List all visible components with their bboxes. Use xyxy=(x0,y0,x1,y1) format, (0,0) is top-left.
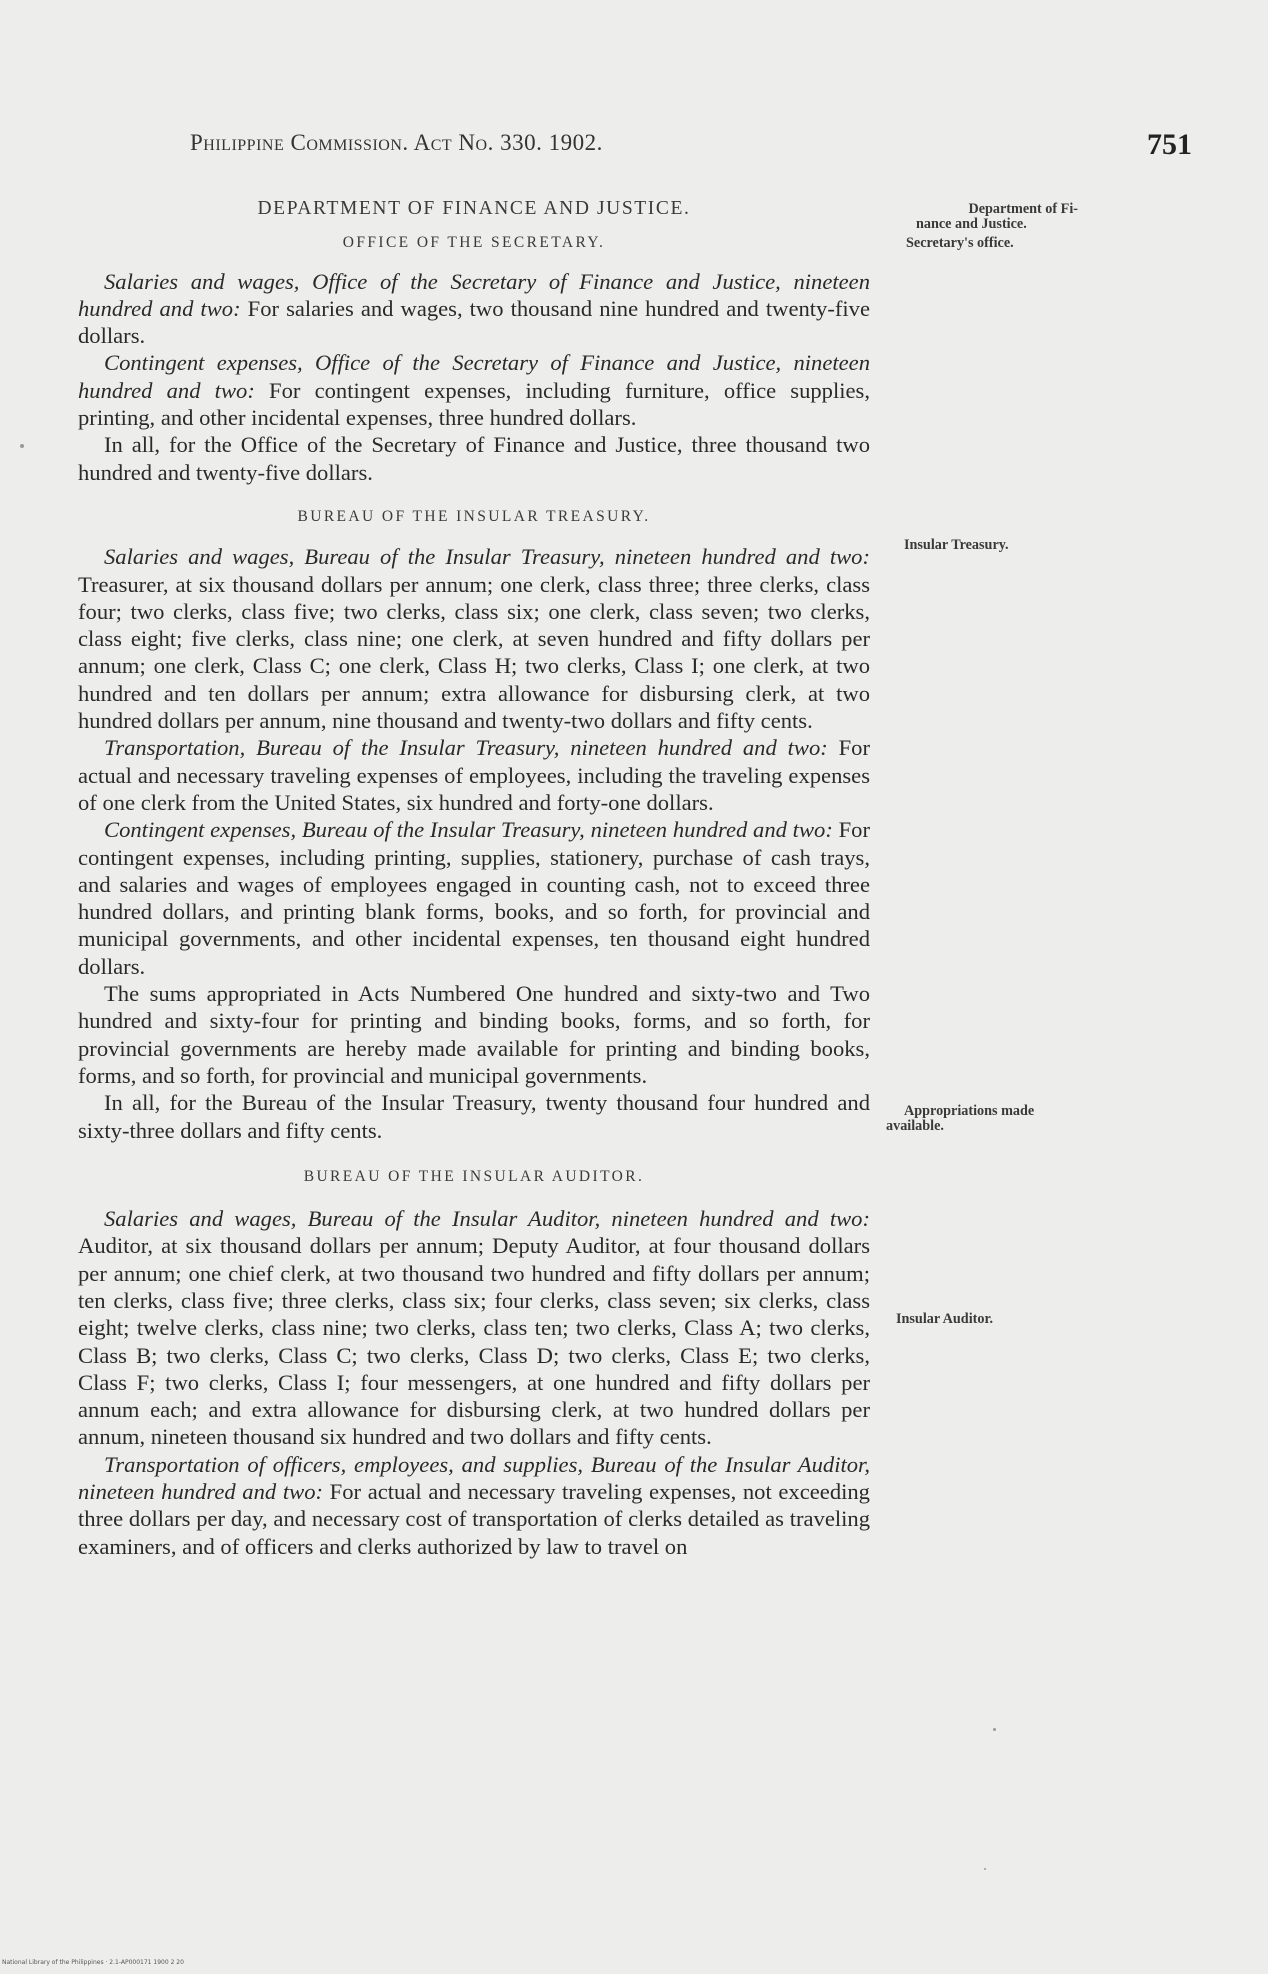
margin-note-department xyxy=(906,202,1086,251)
treasury-heading: BUREAU OF THE INSULAR TREASURY. xyxy=(297,507,651,525)
paper-speck xyxy=(993,1728,996,1731)
secretary-contingent-text: For contingent expenses, including furniture, office supplies, printing, and other incidental expenses, three hundred dollars. xyxy=(78,377,870,431)
auditor-salaries-text: Auditor, at six thousand dollars per annum; Deputy Auditor, at four thousand dollars per annum; one chief clerk, at two thousand two hundred and fifty dollars per annum; ten clerks, class five; three clerks, class six; four clerks, class seven; six clerks, class eight; twelve clerks, class nine; two clerks, class ten; two clerks, Class A; two clerks, Class B; two clerks, Class C; two clerks, Class D; two clerks, Class E; two clerks, Class F; two clerks, Class I; four messengers, at one hundred and fifty dollars per annum each; and extra allowance for disbursing clerk, at two hundred dollars per annum, nineteen thousand six hundred and two dollars and fifty cents. xyxy=(78,1233,870,1450)
body-column xyxy=(78,195,870,1560)
paper-speck xyxy=(20,444,24,448)
auditor-transportation-caption: Transportation of officers, employees, and supplies, Bureau of the Insular Auditor, nineteen hundred and two: xyxy=(78,1451,870,1505)
treasury-appropriations-paragraph: The sums appropriated in Acts Numbered One hundred and sixty-two and Two hundred and sixty-four for printing and binding books, forms, and so forth, for provincial governments are hereby made available for printing and binding books, forms, and so forth, for provincial and municipal governments. xyxy=(78,981,870,1088)
treasury-salaries-paragraph xyxy=(78,543,870,734)
auditor-transportation-paragraph xyxy=(78,1451,870,1560)
page-number: 751 xyxy=(1147,128,1192,161)
margin-note-appropriations-line1: Appropriations made xyxy=(904,1103,1035,1119)
scan-footer: National Library of the Philippines · 2.1-AP000171 1900 2 20 xyxy=(2,1959,184,1966)
secretary-salaries-caption: Salaries and wages, Office of the Secretary of Finance and Justice, nineteen hundred and two: xyxy=(78,268,870,321)
margin-note-treasury: Insular Treasury. xyxy=(904,537,1009,553)
office-secretary-heading: OFFICE OF THE SECRETARY. xyxy=(342,234,606,252)
treasury-transportation-text: For actual and necessary traveling expenses of employees, including the traveling expenses of one clerk from the United States, six hundred and forty-one dollars. xyxy=(78,735,870,815)
auditor-transportation-text: For actual and necessary traveling expenses, not exceeding three dollars per day, and necessary cost of transportation of clerks detailed as traveling examiners, and of officers and clerks authorized by law to travel on xyxy=(78,1479,870,1559)
treasury-contingent-paragraph xyxy=(78,816,870,980)
secretary-salaries-text: For salaries and wages, two thousand nine hundred and twenty-five dollars. xyxy=(78,295,871,349)
treasury-contingent-caption: Contingent expenses, Bureau of the Insular Treasury, nineteen hundred and two: xyxy=(104,817,833,843)
department-heading: DEPARTMENT OF FINANCE AND JUSTICE. xyxy=(257,198,691,219)
running-head: Philippine Commission. Act No. 330. 1902. xyxy=(190,130,603,155)
secretary-salaries-paragraph xyxy=(78,268,870,350)
secretary-contingent-paragraph xyxy=(78,349,870,431)
margin-note-department-line3: Secretary's office. xyxy=(906,235,1014,251)
treasury-total-paragraph: In all, for the Bureau of the Insular Treasury, twenty thousand four hundred and sixty-three dollars and fifty cents. xyxy=(78,1090,870,1143)
margin-note-appropriations-line2: available. xyxy=(886,1118,944,1134)
treasury-transportation-caption: Transportation, Bureau of the Insular Treasury, nineteen hundred and two: xyxy=(104,735,828,761)
auditor-salaries-paragraph xyxy=(78,1205,870,1451)
margin-note-department-line2: nance and Justice. xyxy=(916,216,1027,232)
secretary-contingent-caption: Contingent expenses, Office of the Secretary of Finance and Justice, nineteen hundred and two: xyxy=(78,350,870,403)
treasury-salaries-text: Treasurer, at six thousand dollars per annum; one clerk, class three; three clerks, class four; two clerks, class five; two clerks, class six; one clerk, class seven; two clerks, class eight; five clerks, class nine; one clerk, at seven hundred and fifty dollars per annum; one clerk, Class C; one clerk, Class H; two clerks, Class I; one clerk, at two hundred and ten dollars per annum; extra allowance for disbursing clerk, at two hundred dollars per annum, nine thousand and twenty-two dollars and fifty cents. xyxy=(78,571,870,734)
margin-note-department-line1: Department of Fi- xyxy=(968,201,1078,217)
treasury-salaries-caption: Salaries and wages, Bureau of the Insular Treasury, nineteen hundred and two: xyxy=(104,544,870,570)
auditor-heading: BUREAU OF THE INSULAR AUDITOR. xyxy=(303,1167,645,1185)
treasury-transportation-paragraph xyxy=(78,734,870,816)
treasury-contingent-text: For contingent expenses, including printing, supplies, stationery, purchase of cash trays, and salaries and wages of employees engaged in counting cash, not to exceed three hundred dollars, and printing blank forms, books, and so forth, for provincial and municipal governments, and other incidental expenses, ten thousand eight hundred dollars. xyxy=(78,817,870,979)
secretary-total-paragraph: In all, for the Office of the Secretary of Finance and Justice, three thousand two hundred and twenty-five dollars. xyxy=(78,432,870,485)
auditor-salaries-caption: Salaries and wages, Bureau of the Insular Auditor, nineteen hundred and two: xyxy=(104,1206,870,1232)
margin-note-auditor: Insular Auditor. xyxy=(896,1311,993,1327)
margin-note-appropriations xyxy=(886,1104,1034,1134)
paper-speck xyxy=(984,1868,986,1870)
